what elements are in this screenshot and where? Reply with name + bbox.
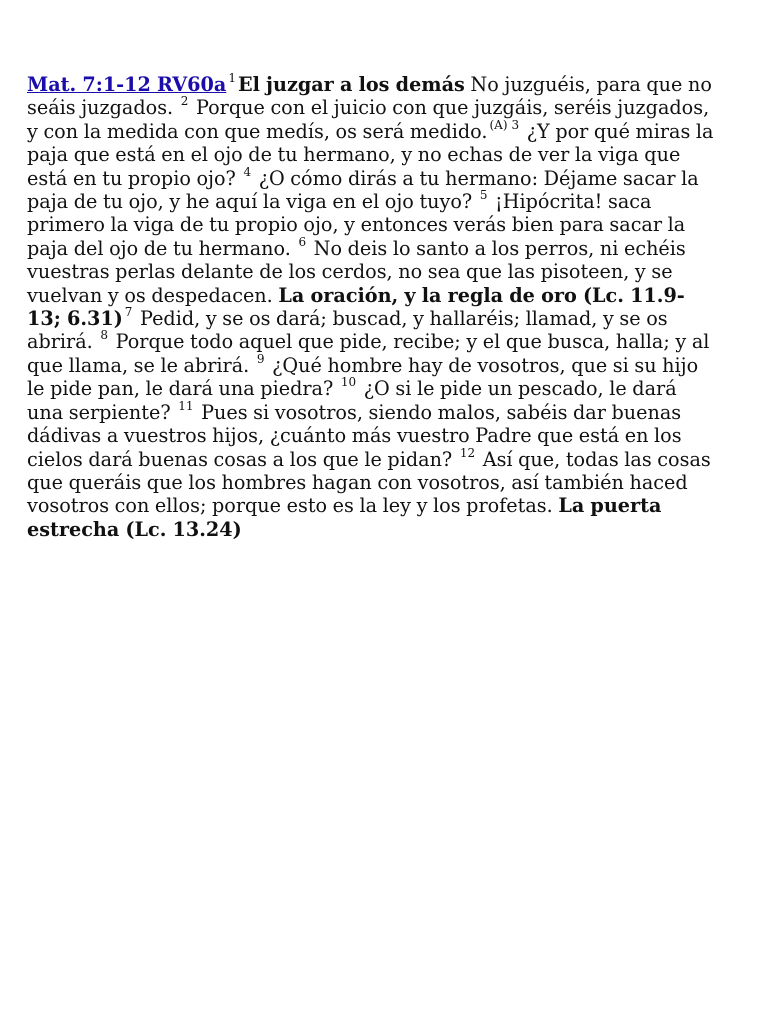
- verse-number: 12: [459, 445, 476, 460]
- verse-number: 7: [124, 305, 133, 320]
- verse-text: ¿Y por qué miras la paja que está en el ojo de tu hermano, y no echas de ver la viga que está en tu propio ojo?: [27, 119, 714, 190]
- verse-number: 5: [479, 188, 488, 203]
- section-heading: La puerta estrecha (Lc. 13.24): [27, 494, 662, 541]
- verse-text: No juzguéis, para que no seáis juzgados.: [27, 73, 712, 120]
- verse-text: ¿O cómo dirás a tu hermano: Déjame sacar la paja de tu ojo, y he aquí la viga en el ojo tuyo?: [27, 166, 699, 214]
- verse-text: Porque todo aquel que pide, recibe; y el que busca, halla; y al que llama, se le abrirá.: [27, 330, 710, 377]
- verse-number: 2: [180, 94, 189, 109]
- verse-number: 4: [243, 164, 252, 179]
- verse-number: 8: [100, 328, 108, 343]
- verse-text: ¿Qué hombre hay de vosotros, que si su hijo le pide pan, le dará una piedra?: [27, 353, 699, 401]
- verse-text: ¡Hipócrita! saca primero la viga de tu propio ojo, y entonces verás bien para sacar la paja del ojo de tu hermano.: [27, 190, 686, 260]
- verse-number: 3: [511, 117, 520, 132]
- verse-number: 1: [228, 71, 236, 85]
- verse-text: Así que, todas las cosas que queráis que los hombres hagan con vosotros, así también haced vosotros con ellos; porque esto es la ley y los profetas.: [27, 447, 711, 518]
- verse-text: ¿O si le pide un pescado, le dará una serpiente?: [27, 377, 677, 424]
- verse-number: 6: [298, 234, 307, 249]
- section-heading: El juzgar a los demás: [237, 73, 465, 96]
- cross-reference-note[interactable]: (A): [489, 117, 508, 132]
- verse-text: Pues si vosotros, siendo malos, sabéis dar buenas dádivas a vuestros hijos, ¿cuánto más vuestro Padre que está en los cielos dará buenas cosas a los que le pidan?: [27, 400, 682, 471]
- passage-reference-link[interactable]: Mat. 7:1-12 RV60a: [27, 73, 227, 96]
- verse-number: 11: [178, 398, 194, 413]
- verse-number: 10: [340, 375, 357, 390]
- scripture-passage: [27, 73, 717, 541]
- verse-text: No deis lo santo a los perros, ni echéis vuestras perlas delante de los cerdos, no sea que las pisoteen, y se vuelvan y os despedacen.: [27, 236, 686, 307]
- verse-text: Pedid, y se os dará; buscad, y hallaréis; llamad, y se os abrirá.: [27, 307, 668, 354]
- section-heading: La oración, y la regla de oro (Lc. 11.9-13; 6.31): [27, 283, 685, 331]
- verse-text: Porque con el juicio con que juzgáis, seréis juzgados, y con la medida con que medís, os será medido.: [27, 96, 710, 143]
- verse-number: 9: [256, 351, 265, 366]
